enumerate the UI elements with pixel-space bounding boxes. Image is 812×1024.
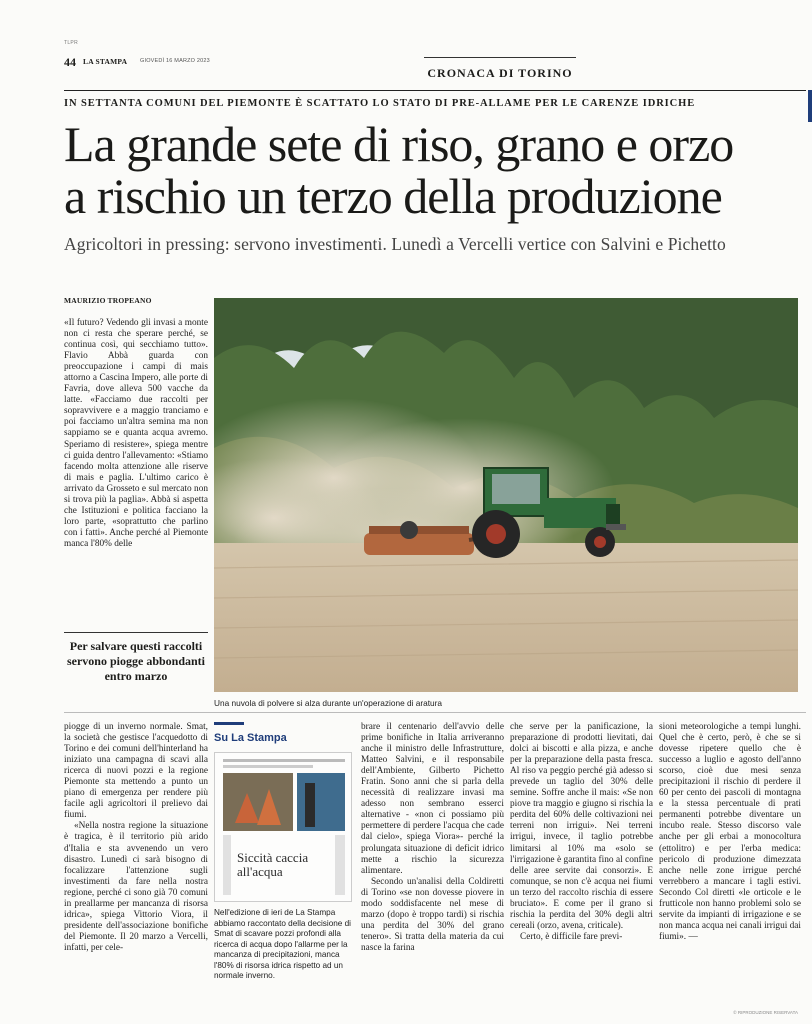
copyright-mark: © RIPRODUZIONE RISERVATA xyxy=(733,1010,798,1015)
page-tag: TLPR xyxy=(64,40,78,46)
paper-name: LA STAMPA xyxy=(83,57,128,66)
headline-line-2: a rischio un terzo della produzione xyxy=(64,168,722,224)
headline xyxy=(64,118,806,222)
box-accent-bar xyxy=(214,722,244,725)
paragraph: «Nella nostra regione la situazione è tragica, è il territorio più arido d'Italia e sta avvenendo un vero disastro. Lunedì ci sarà bisogno di focalizzare l'attenzione sugli investimenti da fare nella nostra regione, perché ci sono già 70 comuni in preallarme per mancanza di risorsa idrica», spiega Vittorio Viora, il presidente dell'associazione bonifiche del Piemonte. Il 20 marzo a Vercelli, infatti, per cele- xyxy=(64,821,208,953)
article-column-3 xyxy=(361,722,504,954)
kicker: IN SETTANTA COMUNI DEL PIEMONTE È SCATTATO LO STATO DI PRE-ALLAME PER LE CARENZE IDRICHE xyxy=(64,98,696,109)
headline-line-1: La grande sete di riso, grano e orzo xyxy=(64,116,734,172)
paragraph: «Il futuro? Vedendo gli invasi a monte non ci resta che sperare perché, se continua così, qui secchiamo tutto». Flavio Abbà guarda con preoccupazione i campi di mais attorno a Cascina Impero, alle porte di Favria, dove alleva 500 vacche da latte. «Facciamo due raccolti per sopravvivere e a maggio tranciamo e poi facciamo un'altra semina ma non sappiamo se e quanta acqua avremo. Speriamo di resistere», spiega mentre ci guida dentro l'allevamento: «Stiamo facendo molta attenzione alle riserve di mais e paglia. L'ultimo carico è arrivato da Grosseto e sul mercato non si trova più la paglia». Abbà si aspetta che Istituzioni e politica facciano la loro parte, «soprattutto che parlino con i fatti». Anche perché al Piemonte manca l'80% delle xyxy=(64,318,208,549)
paragraph: Certo, è difficile fare previ- xyxy=(520,931,623,942)
pullquote-rule xyxy=(64,632,208,633)
photo-caption: Una nuvola di polvere si alza durante un'operazione di aratura xyxy=(214,698,443,708)
main-photo xyxy=(214,298,798,692)
page-number: 44 xyxy=(64,55,76,69)
related-box xyxy=(214,722,354,982)
section-title: CRONACA DI TORINO xyxy=(427,66,573,80)
paragraph: brare il centenario dell'avvio delle prime bonifiche in Italia arriveranno anche il ministro delle Infrastrutture, Matteo Salvini, e il responsabile dell'Ambiente, Gilberto Pichetto Fratin. Sono anni che si parla della necessità di realizzare invasi ma adesso non sembrano esserci alternative - «non ci possiamo più permettere di perdere l'acqua che cade dal cielo», spiega Viora»- perché la prolungata situazione di deficit idrico mette a rischio la sicurezza alimentare. xyxy=(361,722,504,876)
paragraph: piogge di un inverno normale. Smat, la società che gestisce l'acquedotto di Torino e dei comuni dell'hinterland ha iniziato una campagna di scavi alla ricerca di nuovi pozzi e la regione Piemonte sta mettendo a punto un piano di emergenza per rendere più facile agli agricoltori il prelievo dai fiumi. xyxy=(64,722,208,821)
paragraph: che serve per la panificazione, la preparazione di prodotti lievitati, dai dolci ai biscotti e alla pizza, e anche per la preparazione della pasta fresca. Al riso va peggio perché già adesso si prevede un taglio del 30% delle semine. Soffre anche il mais: «Se non piove tra maggio e giugno si rischia la perdita del 60% delle coltivazioni nei terreni non irrigui». Nei terreni irrigui, invece, il taglio potrebbe limitarsi al 10% ma «solo se l'irrigazione è garantita fino al confine delle aree servite dai consorzi». E comunque, se non c'è acqua nei fiumi un terzo del raccolto rischia di essere bruciato». E come per il grano si rischia la perdita del 30% degli altri cereali (orzo, avena, criticale). xyxy=(510,722,653,931)
header-rule xyxy=(64,90,806,91)
article-column-5 xyxy=(659,722,801,943)
byline: MAURIZIO TROPEANO xyxy=(64,296,152,305)
article-column-4 xyxy=(510,722,653,943)
paragraph: Secondo un'analisi della Coldiretti di Torino «se non dovesse piovere in modo soddisfacente nel mese di marzo (dopo è troppo tardi) si rischia una perdita del 30% del grano tenero». Si tratta della materia da cui nasce la farina xyxy=(361,876,504,953)
thumbnail-title: Siccità caccia all'acqua xyxy=(237,850,309,879)
section-rule xyxy=(424,57,576,58)
article-column-1-top xyxy=(64,318,208,620)
box-title: Su La Stampa xyxy=(214,732,287,744)
edge-marker xyxy=(808,90,812,122)
issue-date: GIOVEDÌ 16 MARZO 2023 xyxy=(140,58,210,64)
paragraph: sioni meteorologiche a tempi lunghi. Quel che è certo, però, è che se si dovesse ripetere quello che è successo a luglio e agosto dell'anno scorso, cioè due mesi senza precipitazioni il rischio di perdere il 60 per cento dei pascoli di montagna e la stessa percentuale di prati permanenti potrebbe diventare un incubo reale. Stesso discorso vale anche per gli erbai a monocoltura (ettolitro) e per l'erba medica: pericolo di produzione dimezzata anche nelle zone irrigue perché verrebbero a mancare i tagli estivi. Secondo Col diretti «le orticole e le frutticole non hanno problemi solo se servite da impianti di irrigazione e se non manca acqua nei canali irrigui dai fiumi». — xyxy=(659,722,801,942)
body-rule xyxy=(64,712,806,713)
box-description: Nell'edizione di ieri de La Stampa abbiamo raccontato della decisione di Smat di scavare pozzi profondi alla ricerca di acqua dopo l'allarme per la mancanza di precipitazioni, manca l'80% di risorsa idrica rispetto ad un normale inverno. xyxy=(214,908,352,980)
subheadline: Agricoltori in pressing: servono investimenti. Lunedì a Vercelli vertice con Salvini e Pichetto xyxy=(64,234,726,254)
article-column-1-bottom xyxy=(64,722,208,954)
tractor-photo-illustration xyxy=(214,298,798,692)
related-page-thumbnail[interactable] xyxy=(214,752,352,902)
pullquote: Per salvare questi raccolti servono piogge abbondanti entro marzo xyxy=(66,639,206,683)
thumbnail-image-icon xyxy=(215,753,352,902)
